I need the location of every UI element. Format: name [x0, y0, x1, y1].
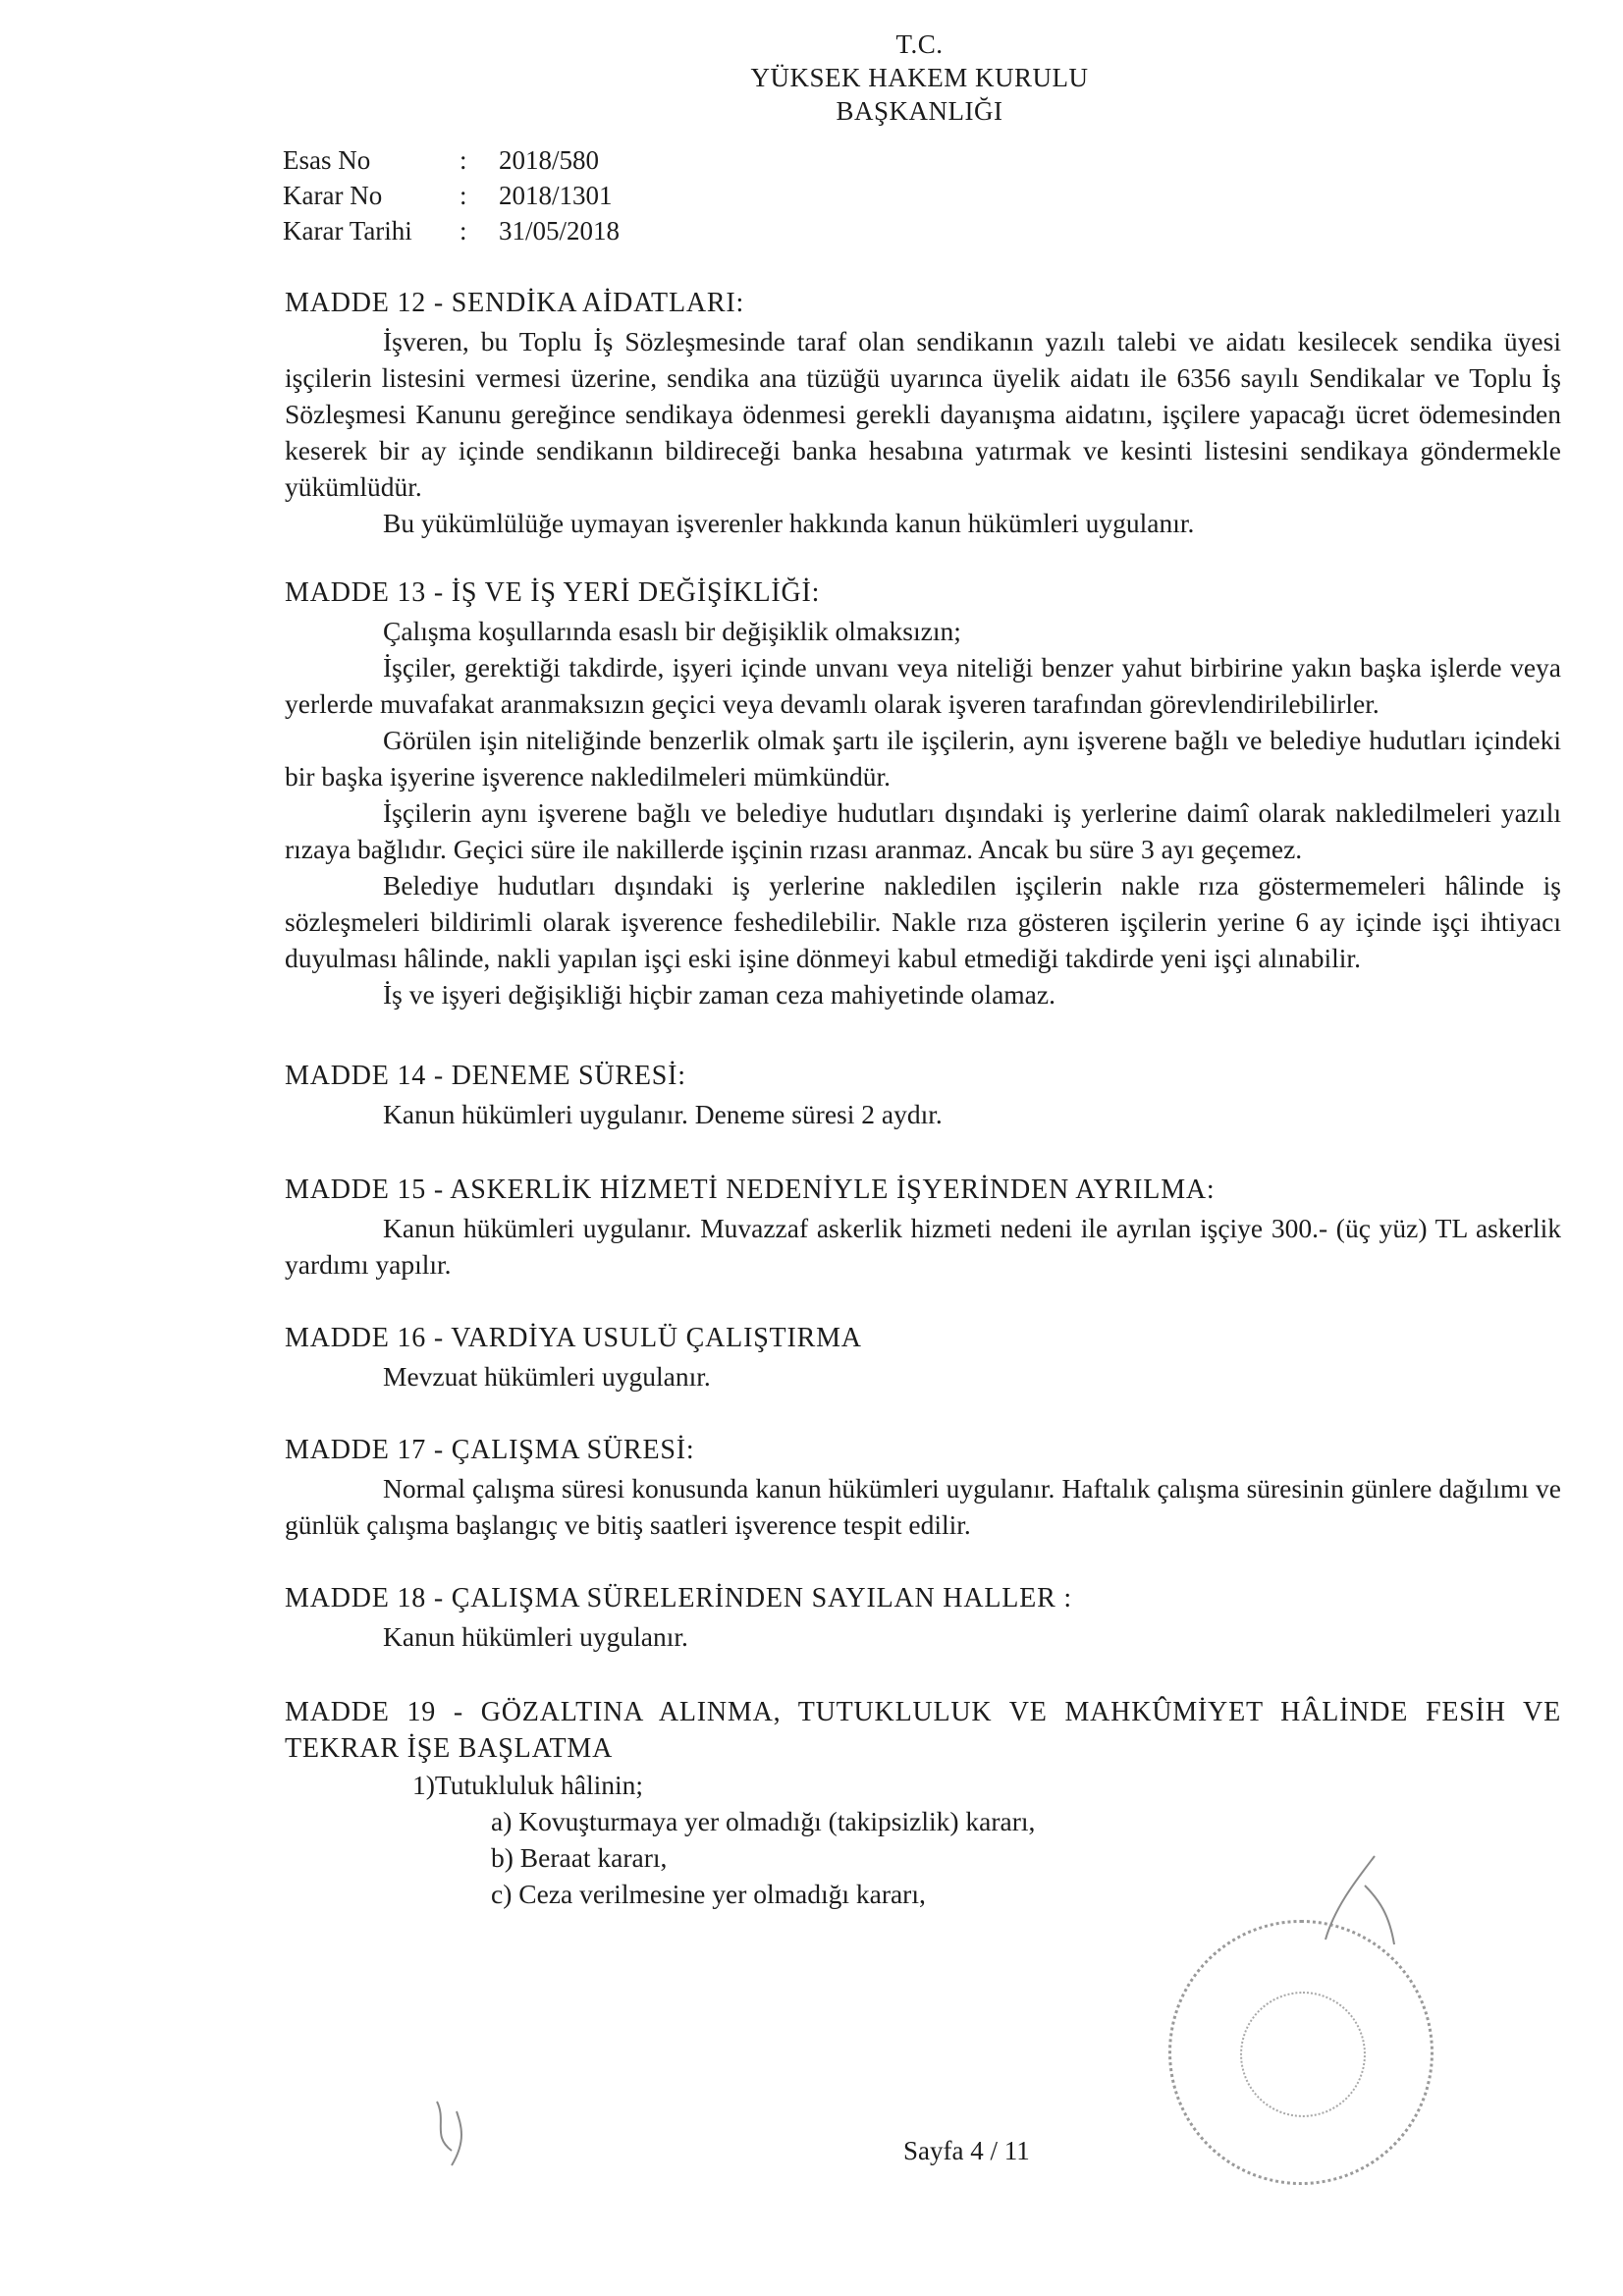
document-header — [0, 27, 1623, 128]
meta-sep: : — [460, 181, 467, 210]
meta-value: 2018/1301 — [499, 181, 613, 210]
article-15-paragraph: Kanun hükümleri uygulanır. Muvazzaf askerlik hizmeti nedeni ile ayrılan işçiye 300.- (üç yüz) TL askerlik yardımı yapılır. — [285, 1213, 1561, 1280]
case-meta — [283, 142, 620, 248]
meta-sep: : — [460, 145, 467, 175]
document-body — [285, 285, 1561, 1912]
official-seal-stamp — [1168, 1920, 1434, 2185]
article-15-title: MADDE 15 - ASKERLİK HİZMETİ NEDENİYLE İŞYERİNDEN AYRILMA: — [285, 1175, 1216, 1205]
article-13-title: MADDE 13 - İŞ VE İŞ YERİ DEĞİŞİKLİĞİ: — [285, 577, 821, 608]
header-line-presidency: BAŞKANLIĞI — [836, 96, 1003, 126]
article-13-paragraph: Görülen işin niteliğinde benzerlik olmak şartı ile işçilerin, aynı işverene bağlı ve belediye hudutları içindeki bir başka işyerine işverence nakledilmeleri mümkündür. — [285, 725, 1561, 792]
article-19-item: 1)Tutukluluk hâlinin; — [412, 1770, 644, 1800]
article-13-paragraph: Belediye hudutları dışındaki iş yerlerine nakledilen işçilerin nakle rıza göstermemeleri hâlinde iş sözleşmeleri bildirimli olarak işverence feshedilebilir. Nakle rıza gösteren işçilerin yerine 6 ay içinde işçi ihtiyacı duyulması hâlinde, nakli yapılan işçi eski işine dönmeyi kabul etmediği takdirde yeni işçi alınabilir. — [285, 870, 1561, 973]
article-19-subitem: b) Beraat kararı, — [491, 1842, 668, 1873]
header-line-institution: YÜKSEK HAKEM KURULU — [750, 63, 1089, 92]
meta-value: 31/05/2018 — [499, 216, 621, 246]
article-19-subitem: a) Kovuşturmaya yer olmadığı (takipsizlik) kararı, — [491, 1806, 1036, 1836]
article-18-title: MADDE 18 - ÇALIŞMA SÜRELERİNDEN SAYILAN HALLER : — [285, 1583, 1072, 1613]
seal-inner-ring — [1240, 1992, 1366, 2117]
article-16-paragraph: Mevzuat hükümleri uygulanır. — [383, 1361, 711, 1392]
article-16-title: MADDE 16 - VARDİYA USULÜ ÇALIŞTIRMA — [285, 1323, 862, 1353]
article-13-paragraph: İş ve işyeri değişikliği hiçbir zaman ceza mahiyetinde olamaz. — [383, 979, 1055, 1010]
article-13-paragraph: Çalışma koşullarında esaslı bir değişiklik olmaksızın; — [383, 616, 961, 646]
header-line-tc: T.C. — [895, 29, 944, 59]
meta-key: Esas No — [283, 145, 371, 175]
article-14-title: MADDE 14 - DENEME SÜRESİ: — [285, 1061, 686, 1091]
article-17-paragraph: Normal çalışma süresi konusunda kanun hükümleri uygulanır. Haftalık çalışma süresinin günlere dağılımı ve günlük çalışma başlangıç ve bitiş saatleri işverence tespit edilir. — [285, 1473, 1561, 1540]
article-12-title: MADDE 12 - SENDİKA AİDATLARI: — [285, 288, 745, 318]
article-19-title: MADDE 19 - GÖZALTINA ALINMA, TUTUKLULUK VE MAHKÛMİYET HÂLİNDE FESİH VE TEKRAR İŞE BAŞLATMA — [285, 1697, 1561, 1764]
article-13-paragraph: İşçilerin aynı işverene bağlı ve belediye hudutları dışındaki iş yerlerine daimî olarak nakledilmeleri yazılı rızaya bağlıdır. Geçici süre ile nakillerde işçinin rızası aranmaz. Ancak bu süre 3 ayı geçemez. — [285, 797, 1561, 864]
meta-key: Karar No — [283, 181, 383, 210]
article-19-subitem: c) Ceza verilmesine yer olmadığı kararı, — [491, 1879, 926, 1909]
meta-value: 2018/580 — [499, 145, 600, 175]
article-14-paragraph: Kanun hükümleri uygulanır. Deneme süresi 2 aydır. — [383, 1099, 943, 1129]
article-17-title: MADDE 17 - ÇALIŞMA SÜRESİ: — [285, 1435, 695, 1465]
meta-sep: : — [460, 216, 467, 246]
article-13-paragraph: İşçiler, gerektiği takdirde, işyeri içinde unvanı veya niteliği benzer yahut birbirine yakın başka işlerde veya yerlerde muvafakat aranmaksızın geçici veya devamlı olarak işveren tarafından görevlendirilebilirler. — [285, 652, 1561, 719]
meta-key: Karar Tarihi — [283, 216, 412, 246]
signature-mark — [1306, 1846, 1414, 1954]
initial-mark — [422, 2092, 481, 2170]
meta-row-tarih — [283, 213, 620, 248]
meta-row-esas — [283, 142, 620, 178]
article-12-paragraph: İşveren, bu Toplu İş Sözleşmesinde taraf olan sendikanın yazılı talebi ve aidatı kesilecek sendika üyesi işçilerin listesini vermesi üzerine, sendika ana tüzüğü uyarınca üyelik aidatı ile 6356 sayılı Sendikalar ve Toplu İş Sözleşmesi Kanunu gereğince sendikaya ödenmesi gerekli dayanışma aidatını, işçilere yapacağı ücret ödemesinden keserek bir ay içinde sendikanın bildireceği banka hesabına yatırmak ve kesinti listesini sendikaya göndermekle yükümlüdür. — [285, 326, 1561, 502]
page-number: Sayfa 4 / 11 — [903, 2136, 1030, 2165]
article-18-paragraph: Kanun hükümleri uygulanır. — [383, 1621, 688, 1652]
meta-row-karar — [283, 178, 620, 213]
article-12-paragraph: Bu yükümlülüğe uymayan işverenler hakkında kanun hükümleri uygulanır. — [383, 508, 1195, 538]
